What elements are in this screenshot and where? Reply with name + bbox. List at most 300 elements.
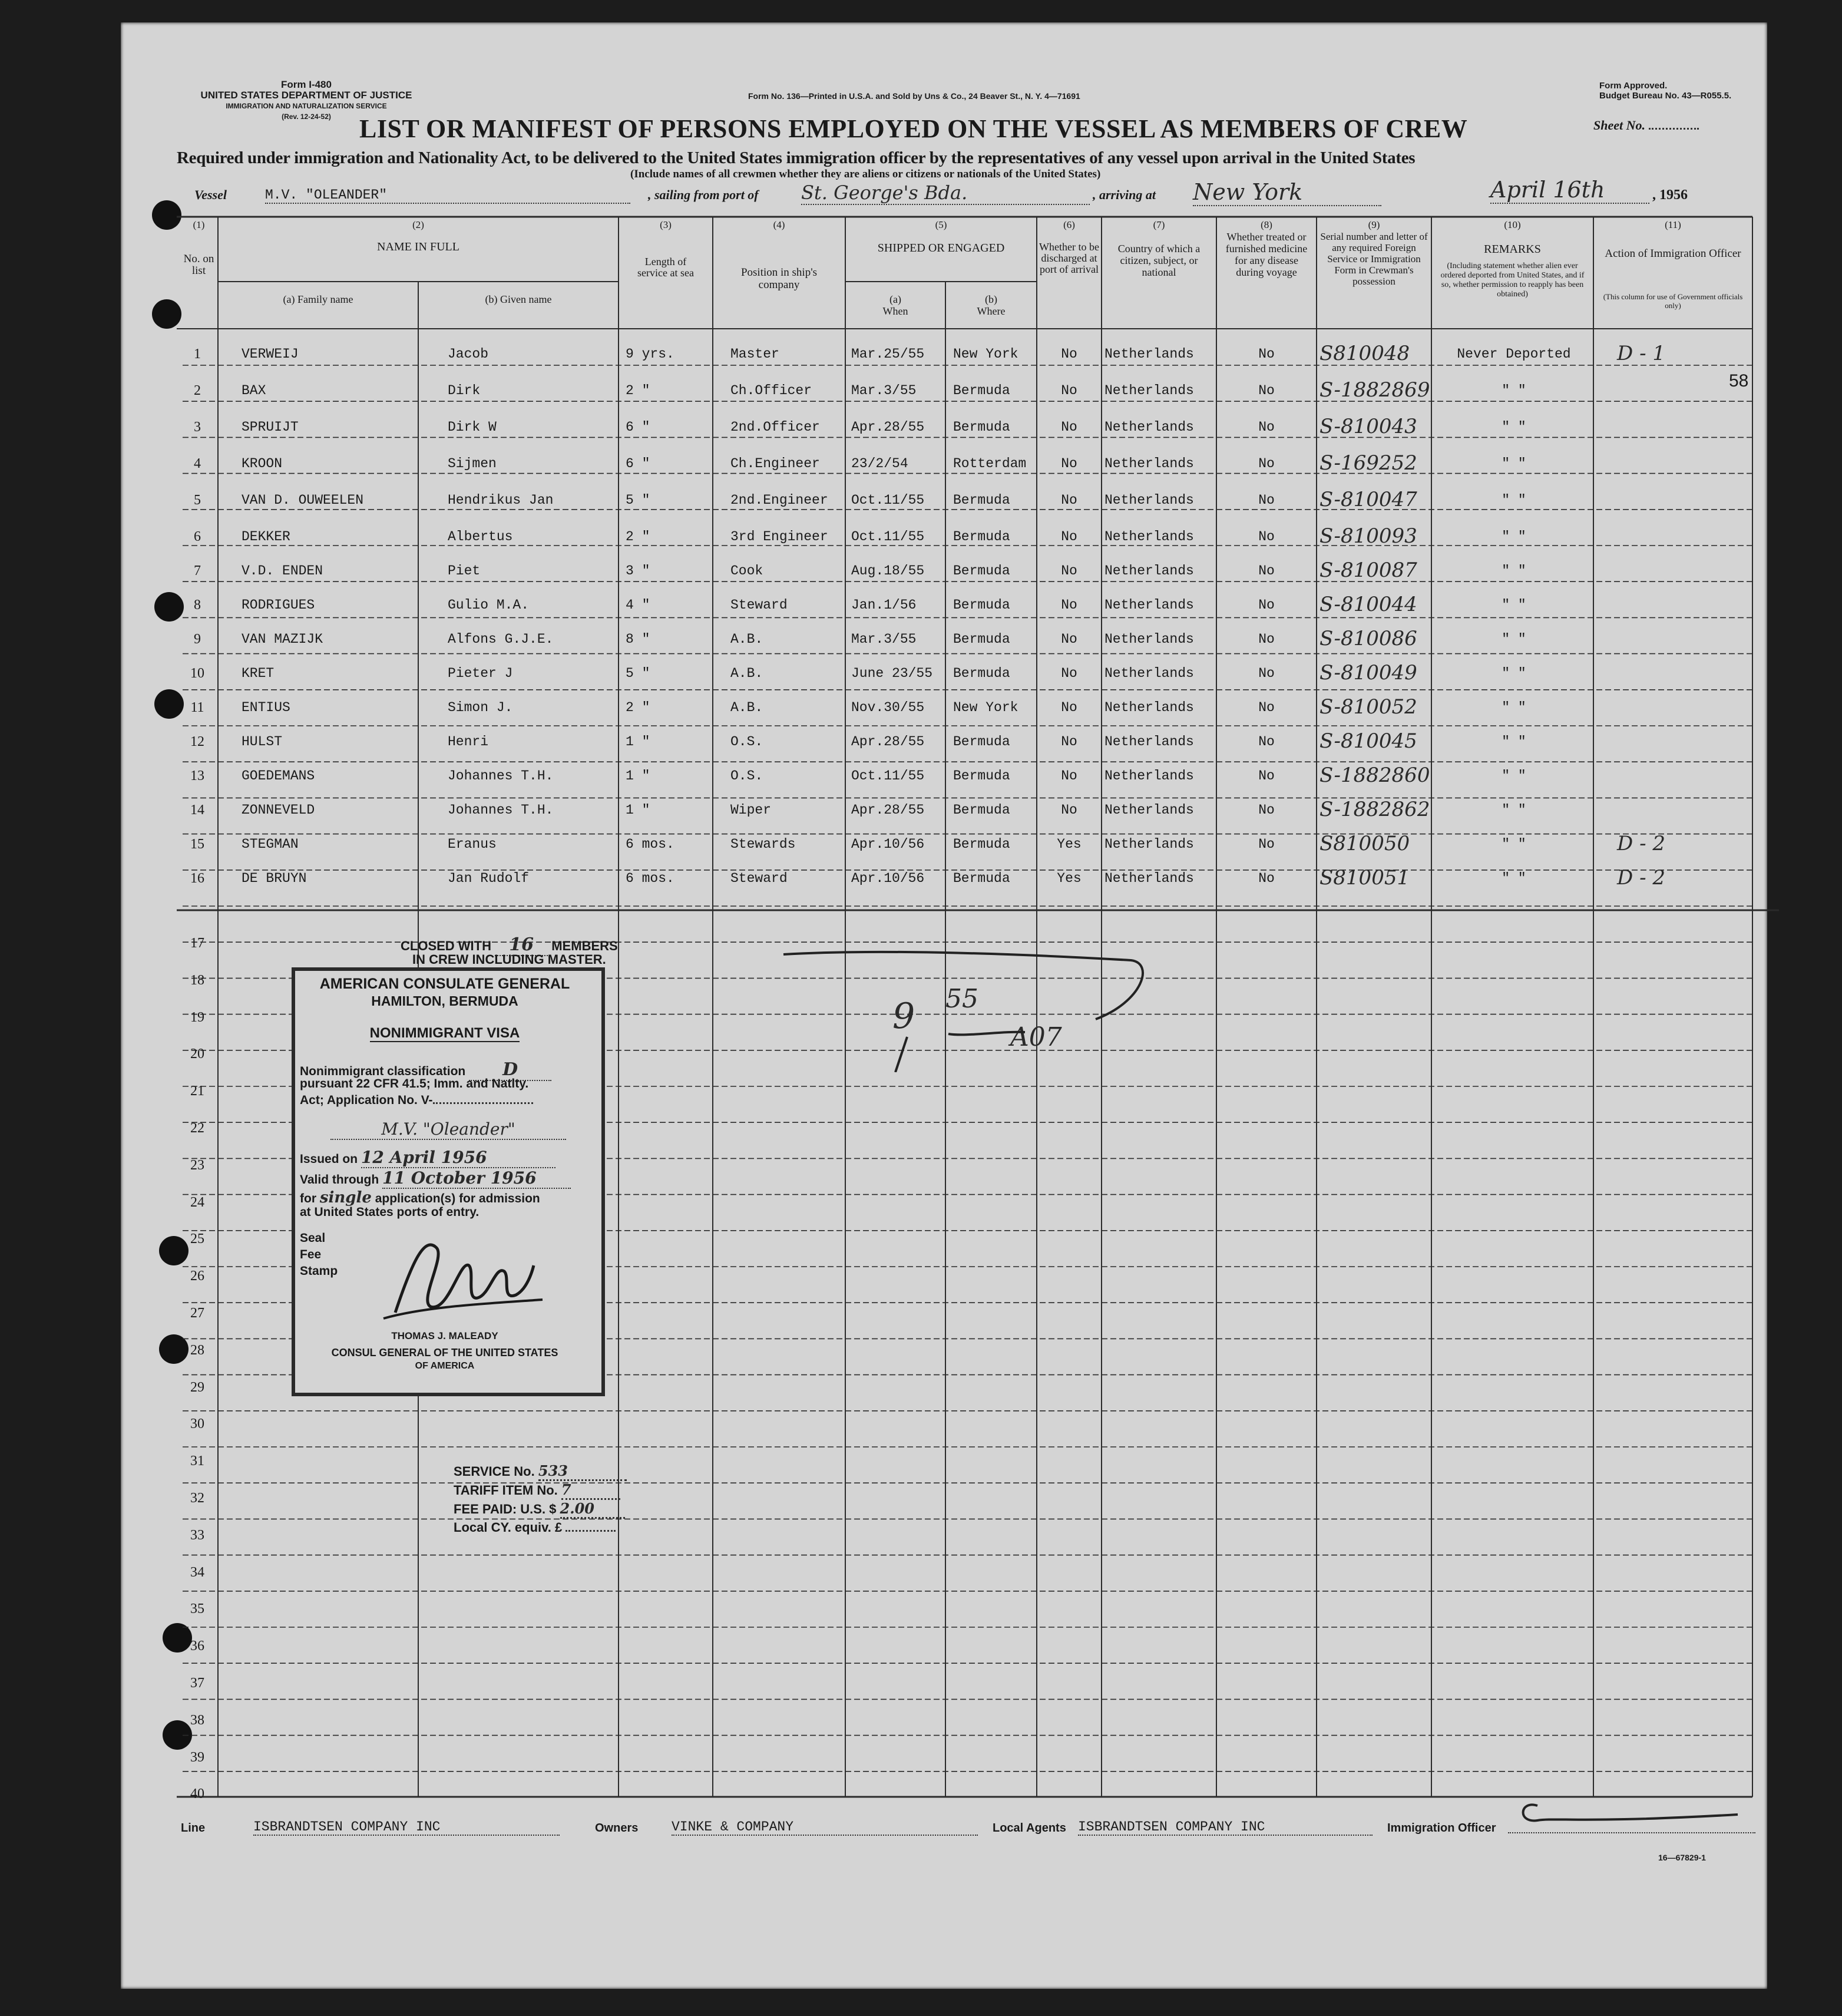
crew-cell-discharged: No bbox=[1061, 493, 1077, 508]
crew-cell-country: Netherlands bbox=[1104, 419, 1194, 435]
crew-cell-no: 3 bbox=[194, 419, 201, 435]
crew-cell-when: Oct.11/55 bbox=[851, 529, 925, 544]
crew-cell-length: 6 " bbox=[626, 419, 650, 435]
crew-cell-where: Bermuda bbox=[953, 529, 1010, 544]
crew-cell-medicine: No bbox=[1258, 700, 1275, 715]
handwritten-mark-2: 55 bbox=[945, 984, 978, 1014]
crew-cell-where: Rotterdam bbox=[953, 456, 1027, 471]
crew-cell-given: Simon J. bbox=[448, 700, 513, 715]
col-num-9: (9) bbox=[1368, 219, 1380, 230]
crew-cell-remarks: " " bbox=[1502, 493, 1526, 508]
printer-line: Form No. 136—Printed in U.S.A. and Sold by Uns & Co., 24 Beaver St., N. Y. 4—71691 bbox=[748, 91, 1080, 101]
crew-cell-country: Netherlands bbox=[1104, 700, 1194, 715]
crew-cell-position: Stewards bbox=[730, 837, 796, 852]
crew-cell-length: 5 " bbox=[626, 666, 650, 681]
crew-cell-serial: S810050 bbox=[1320, 832, 1410, 855]
crew-cell-serial: S-810087 bbox=[1320, 558, 1417, 582]
footer-agents-label: Local Agents bbox=[993, 1822, 1066, 1835]
crew-cell-country: Netherlands bbox=[1104, 563, 1194, 579]
crew-cell-family: VAN MAZIJK bbox=[242, 632, 323, 647]
col-medicine: Whether treated or furnished medicine for any disease during voyage bbox=[1225, 231, 1308, 278]
crew-cell-where: New York bbox=[953, 700, 1018, 715]
crew-cell-position: 3rd Engineer bbox=[730, 529, 828, 544]
row-number: 28 bbox=[190, 1342, 204, 1358]
crew-cell-length: 4 " bbox=[626, 597, 650, 613]
crew-cell-where: Bermuda bbox=[953, 871, 1010, 886]
col-name-in-full: NAME IN FULL bbox=[377, 240, 459, 253]
row-number: 37 bbox=[190, 1675, 204, 1691]
crew-cell-action: D - 2 bbox=[1617, 866, 1665, 890]
stamp-visa-type: NONIMMIGRANT VISA bbox=[369, 1025, 520, 1041]
crew-cell-given: Piet bbox=[448, 563, 481, 579]
arrival-year: , 1956 bbox=[1652, 187, 1688, 203]
arrival-date: April 16th bbox=[1490, 177, 1649, 204]
stamp-title-2: OF AMERICA bbox=[415, 1361, 475, 1371]
crew-cell-family: V.D. ENDEN bbox=[242, 563, 323, 579]
crew-cell-where: New York bbox=[953, 346, 1018, 362]
crew-cell-country: Netherlands bbox=[1104, 346, 1194, 362]
col-shipped: SHIPPED OR ENGAGED bbox=[877, 242, 1005, 255]
crew-cell-position: A.B. bbox=[730, 666, 763, 681]
crew-cell-medicine: No bbox=[1258, 383, 1275, 398]
crew-cell-given: Sijmen bbox=[448, 456, 497, 471]
row-number: 39 bbox=[190, 1749, 204, 1765]
crew-cell-medicine: No bbox=[1258, 871, 1275, 886]
crew-cell-length: 1 " bbox=[626, 734, 650, 749]
crew-cell-position: 2nd.Engineer bbox=[730, 493, 828, 508]
crew-cell-where: Bermuda bbox=[953, 666, 1010, 681]
stamp-stamp: Stamp bbox=[300, 1264, 338, 1278]
crew-cell-serial: S-169252 bbox=[1320, 451, 1417, 475]
col-when: (a) When bbox=[882, 293, 908, 317]
crew-cell-discharged: No bbox=[1061, 666, 1077, 681]
crew-cell-discharged: No bbox=[1061, 768, 1077, 784]
crew-cell-action: D - 2 bbox=[1617, 832, 1665, 855]
crew-cell-medicine: No bbox=[1258, 597, 1275, 613]
crew-cell-no: 1 bbox=[194, 346, 201, 362]
crew-cell-position: 2nd.Officer bbox=[730, 419, 820, 435]
crew-cell-family: SPRUIJT bbox=[242, 419, 299, 435]
col-num-4: (4) bbox=[773, 219, 785, 230]
sailing-label: , sailing from port of bbox=[648, 187, 759, 202]
crew-cell-family: HULST bbox=[242, 734, 283, 749]
crew-cell-country: Netherlands bbox=[1104, 734, 1194, 749]
stamp-location: HAMILTON, BERMUDA bbox=[371, 993, 518, 1009]
closed-count: 16 bbox=[495, 934, 548, 956]
vessel-label: Vessel bbox=[194, 187, 227, 202]
crew-cell-serial: S-1882869 bbox=[1320, 378, 1430, 402]
sailing-port: St. George's Bda. bbox=[801, 181, 1090, 205]
crew-cell-when: Jan.1/56 bbox=[851, 597, 917, 613]
crew-cell-when: Apr.10/56 bbox=[851, 871, 925, 886]
row-number: 27 bbox=[190, 1306, 204, 1321]
fee-paid: FEE PAID: U.S. $ 2.00 bbox=[454, 1500, 627, 1519]
handwritten-mark-1: 9 bbox=[892, 996, 915, 1037]
crew-cell-where: Bermuda bbox=[953, 383, 1010, 398]
arriving-label: , arriving at bbox=[1093, 187, 1156, 202]
row-number: 17 bbox=[190, 936, 204, 951]
crew-cell-remarks: " " bbox=[1502, 529, 1526, 544]
crew-cell-remarks: " " bbox=[1502, 871, 1526, 886]
crew-cell-serial: S-810049 bbox=[1320, 661, 1417, 685]
form-title: LIST OR MANIFEST OF PERSONS EMPLOYED ON THE VESSEL AS MEMBERS OF CREW bbox=[359, 114, 1468, 143]
crew-cell-length: 1 " bbox=[626, 802, 650, 818]
crew-cell-family: GOEDEMANS bbox=[242, 768, 315, 784]
crew-cell-no: 7 bbox=[194, 563, 201, 579]
crew-cell-where: Bermuda bbox=[953, 837, 1010, 852]
handwritten-mark-3: A07 bbox=[1010, 1022, 1062, 1052]
crew-cell-length: 2 " bbox=[626, 383, 650, 398]
crew-cell-position: Ch.Engineer bbox=[730, 456, 820, 471]
crew-cell-family: VERWEIJ bbox=[242, 346, 299, 362]
crew-cell-where: Bermuda bbox=[953, 768, 1010, 784]
crew-cell-when: Mar.25/55 bbox=[851, 346, 925, 362]
consulate-visa-stamp bbox=[292, 967, 605, 1396]
row-number: 21 bbox=[190, 1083, 204, 1099]
row-number: 30 bbox=[190, 1416, 204, 1432]
crew-cell-no: 5 bbox=[194, 493, 201, 508]
crew-cell-position: A.B. bbox=[730, 700, 763, 715]
crew-cell-discharged: No bbox=[1061, 734, 1077, 749]
crew-cell-no: 2 bbox=[194, 383, 201, 398]
stamp-consulate: AMERICAN CONSULATE GENERAL bbox=[319, 976, 570, 992]
footer-line-label: Line bbox=[181, 1822, 206, 1835]
crew-cell-given: Henri bbox=[448, 734, 489, 749]
crew-cell-where: Bermuda bbox=[953, 493, 1010, 508]
col-remarks-note: (Including statement whether alien ever ordered deported from United States, and if so, whether permission to reapply has been obtained) bbox=[1440, 262, 1585, 299]
crew-cell-serial: S-1882862 bbox=[1320, 798, 1430, 821]
footer-form-code: 16—67829-1 bbox=[1658, 1853, 1706, 1862]
form-subtitle: Required under immigration and Nationality Act, to be delivered to the United States immigration officer by the representatives of any vessel upon arrival in the United States bbox=[177, 148, 1416, 167]
crew-cell-remarks: " " bbox=[1502, 456, 1526, 471]
crew-cell-family: BAX bbox=[242, 383, 266, 398]
crew-cell-given: Dirk W bbox=[448, 419, 497, 435]
crew-cell-family: KROON bbox=[242, 456, 283, 471]
stamp-for: for single application(s) for admission bbox=[300, 1189, 540, 1207]
fee-service: SERVICE No. 533 bbox=[454, 1462, 627, 1481]
crew-cell-length: 8 " bbox=[626, 632, 650, 647]
crew-cell-medicine: No bbox=[1258, 837, 1275, 852]
stamp-signer: THOMAS J. MALEADY bbox=[391, 1330, 498, 1341]
handwritten-strokes bbox=[766, 931, 1178, 1072]
form-number: Form I-480 bbox=[281, 79, 332, 90]
crew-cell-when: Apr.28/55 bbox=[851, 802, 925, 818]
row-number: 29 bbox=[190, 1379, 204, 1395]
footer-officer-label: Immigration Officer bbox=[1387, 1822, 1496, 1835]
col-country: Country of which a citizen, subject, or national bbox=[1117, 243, 1201, 278]
crew-cell-serial: S-810047 bbox=[1320, 488, 1417, 511]
crew-cell-given: Johannes T.H. bbox=[448, 802, 554, 818]
stamp-seal: Seal bbox=[300, 1231, 326, 1245]
stamp-class: Nonimmigrant classification D bbox=[300, 1059, 551, 1081]
crew-cell-when: 23/2/54 bbox=[851, 456, 908, 471]
col-num-11: (11) bbox=[1665, 219, 1681, 230]
crew-cell-medicine: No bbox=[1258, 734, 1275, 749]
crew-cell-length: 2 " bbox=[626, 700, 650, 715]
crew-cell-serial: S-810093 bbox=[1320, 524, 1417, 548]
crew-cell-given: Albertus bbox=[448, 529, 513, 544]
row-number: 23 bbox=[190, 1157, 204, 1173]
budget-bureau: Budget Bureau No. 43—R055.5. bbox=[1599, 91, 1732, 101]
crew-cell-country: Netherlands bbox=[1104, 837, 1194, 852]
crew-cell-remarks: " " bbox=[1502, 768, 1526, 784]
row-number: 25 bbox=[190, 1231, 204, 1247]
row-number: 34 bbox=[190, 1564, 204, 1580]
crew-cell-length: 6 mos. bbox=[626, 871, 674, 886]
include-note: (Include names of all crewmen whether they are aliens or citizens or nationals of the United States) bbox=[630, 168, 1101, 180]
crew-cell-country: Netherlands bbox=[1104, 666, 1194, 681]
crew-cell-serial: S-810052 bbox=[1320, 695, 1417, 719]
crew-cell-remarks: " " bbox=[1502, 563, 1526, 579]
crew-cell-discharged: No bbox=[1061, 456, 1077, 471]
crew-cell-given: Alfons G.J.E. bbox=[448, 632, 554, 647]
crew-cell-country: Netherlands bbox=[1104, 597, 1194, 613]
col-num-8: (8) bbox=[1261, 219, 1272, 230]
crew-cell-no: 12 bbox=[190, 734, 204, 749]
fee-tariff: TARIFF ITEM No. 7 bbox=[454, 1481, 627, 1500]
row-number: 38 bbox=[190, 1712, 204, 1728]
footer-agents-value: ISBRANDTSEN COMPANY INC bbox=[1078, 1819, 1373, 1836]
crew-cell-given: Jan Rudolf bbox=[448, 871, 530, 886]
crew-cell-no: 4 bbox=[194, 456, 201, 471]
crew-cell-no: 14 bbox=[190, 802, 204, 818]
crew-cell-discharged: No bbox=[1061, 346, 1077, 362]
crew-cell-position: Cook bbox=[730, 563, 763, 579]
col-serial: Serial number and letter of any required Foreign Service or Immigration Form in Crewman's possession bbox=[1320, 231, 1428, 287]
margin-note: 58 bbox=[1729, 371, 1749, 391]
crew-cell-medicine: No bbox=[1258, 456, 1275, 471]
row-number: 24 bbox=[190, 1194, 204, 1210]
row-number: 31 bbox=[190, 1453, 204, 1469]
crew-cell-remarks: Never Deported bbox=[1457, 346, 1571, 362]
crew-cell-when: Apr.28/55 bbox=[851, 419, 925, 435]
crew-cell-where: Bermuda bbox=[953, 632, 1010, 647]
crew-cell-serial: S810048 bbox=[1320, 342, 1410, 365]
crew-cell-family: ZONNEVELD bbox=[242, 802, 315, 818]
crew-cell-medicine: No bbox=[1258, 529, 1275, 544]
crew-cell-when: Mar.3/55 bbox=[851, 632, 917, 647]
crew-cell-country: Netherlands bbox=[1104, 383, 1194, 398]
closed-members: MEMBERS bbox=[551, 938, 618, 953]
service-name: IMMIGRATION AND NATURALIZATION SERVICE bbox=[226, 102, 387, 110]
fee-block bbox=[454, 1462, 627, 1536]
crew-cell-discharged: No bbox=[1061, 529, 1077, 544]
crew-cell-discharged: Yes bbox=[1057, 871, 1082, 886]
crew-cell-given: Johannes T.H. bbox=[448, 768, 554, 784]
crew-cell-when: Mar.3/55 bbox=[851, 383, 917, 398]
crew-cell-no: 13 bbox=[190, 768, 204, 784]
crew-cell-position: Wiper bbox=[730, 802, 772, 818]
row-number: 36 bbox=[190, 1638, 204, 1654]
stamp-application: Act; Application No. V- bbox=[300, 1093, 577, 1108]
crew-cell-no: 6 bbox=[194, 529, 201, 544]
crew-cell-remarks: " " bbox=[1502, 700, 1526, 715]
crew-cell-position: Master bbox=[730, 346, 779, 362]
footer-owners-label: Owners bbox=[595, 1822, 639, 1835]
col-num-2: (2) bbox=[412, 219, 424, 230]
crew-cell-family: ENTIUS bbox=[242, 700, 290, 715]
row-number: 35 bbox=[190, 1601, 204, 1617]
vessel-name: M.V. "OLEANDER" bbox=[265, 187, 630, 204]
crew-cell-remarks: " " bbox=[1502, 734, 1526, 749]
crew-cell-country: Netherlands bbox=[1104, 529, 1194, 544]
crew-cell-serial: S-810086 bbox=[1320, 627, 1417, 650]
crew-cell-when: Oct.11/55 bbox=[851, 768, 925, 784]
crew-cell-country: Netherlands bbox=[1104, 802, 1194, 818]
row-number: 26 bbox=[190, 1268, 204, 1284]
col-position: Position in ship's company bbox=[740, 266, 818, 291]
crew-cell-when: June 23/55 bbox=[851, 666, 933, 681]
crew-cell-medicine: No bbox=[1258, 768, 1275, 784]
crew-cell-discharged: No bbox=[1061, 802, 1077, 818]
crew-cell-family: DEKKER bbox=[242, 529, 290, 544]
stamp-fee: Fee bbox=[300, 1248, 322, 1261]
col-num-7: (7) bbox=[1153, 219, 1165, 230]
crew-cell-remarks: " " bbox=[1502, 419, 1526, 435]
crew-cell-remarks: " " bbox=[1502, 837, 1526, 852]
col-length: Length of service at sea bbox=[637, 256, 694, 279]
crew-cell-family: STEGMAN bbox=[242, 837, 299, 852]
crew-cell-given: Jacob bbox=[448, 346, 489, 362]
col-discharged: Whether to be discharged at port of arrival bbox=[1039, 241, 1099, 275]
crew-cell-no: 9 bbox=[194, 632, 201, 647]
row-number: 40 bbox=[190, 1786, 204, 1802]
officer-initials bbox=[1514, 1794, 1750, 1835]
footer-line-value: ISBRANDTSEN COMPANY INC bbox=[253, 1819, 560, 1836]
crew-cell-remarks: " " bbox=[1502, 632, 1526, 647]
crew-cell-given: Eranus bbox=[448, 837, 497, 852]
crew-cell-family: KRET bbox=[242, 666, 275, 681]
row-number: 33 bbox=[190, 1527, 204, 1543]
crew-cell-no: 15 bbox=[190, 837, 204, 852]
row-number: 19 bbox=[190, 1009, 204, 1025]
crew-cell-family: VAN D. OUWEELEN bbox=[242, 493, 364, 508]
closed-line-2: IN CREW INCLUDING MASTER. bbox=[412, 952, 606, 967]
crew-cell-serial: S-1882860 bbox=[1320, 764, 1430, 787]
crew-cell-medicine: No bbox=[1258, 346, 1275, 362]
revision: (Rev. 12-24-52) bbox=[282, 113, 331, 121]
crew-cell-position: O.S. bbox=[730, 734, 763, 749]
crew-cell-when: Oct.11/55 bbox=[851, 493, 925, 508]
col-where: (b) Where bbox=[977, 293, 1006, 317]
crew-cell-position: Steward bbox=[730, 871, 788, 886]
crew-cell-when: Apr.28/55 bbox=[851, 734, 925, 749]
stamp-ports: at United States ports of entry. bbox=[300, 1205, 479, 1219]
crew-cell-family: DE BRUYN bbox=[242, 871, 307, 886]
col-num-10: (10) bbox=[1504, 219, 1521, 230]
crew-cell-length: 3 " bbox=[626, 563, 650, 579]
crew-cell-country: Netherlands bbox=[1104, 768, 1194, 784]
crew-cell-when: Apr.10/56 bbox=[851, 837, 925, 852]
col-num-5: (5) bbox=[935, 219, 947, 230]
row-number: 22 bbox=[190, 1121, 204, 1136]
col-num-6: (6) bbox=[1063, 219, 1075, 230]
crew-cell-medicine: No bbox=[1258, 632, 1275, 647]
crew-cell-where: Bermuda bbox=[953, 419, 1010, 435]
crew-cell-no: 11 bbox=[190, 700, 204, 715]
crew-cell-position: Ch.Officer bbox=[730, 383, 812, 398]
crew-cell-length: 1 " bbox=[626, 768, 650, 784]
crew-cell-where: Bermuda bbox=[953, 597, 1010, 613]
crew-cell-when: Nov.30/55 bbox=[851, 700, 925, 715]
footer-owners-value: VINKE & COMPANY bbox=[672, 1819, 978, 1836]
stamp-vessel: M.V. "Oleander" bbox=[330, 1119, 566, 1140]
sheet-label: Sheet No. bbox=[1593, 118, 1645, 133]
department: UNITED STATES DEPARTMENT OF JUSTICE bbox=[200, 90, 412, 101]
crew-cell-length: 5 " bbox=[626, 493, 650, 508]
crew-cell-discharged: No bbox=[1061, 597, 1077, 613]
crew-cell-medicine: No bbox=[1258, 563, 1275, 579]
stamp-valid: Valid through 11 October 1956 bbox=[300, 1168, 571, 1189]
crew-cell-country: Netherlands bbox=[1104, 871, 1194, 886]
crew-cell-length: 9 yrs. bbox=[626, 346, 674, 362]
row-number: 20 bbox=[190, 1046, 204, 1062]
crew-cell-given: Dirk bbox=[448, 383, 481, 398]
crew-cell-discharged: No bbox=[1061, 632, 1077, 647]
crew-cell-length: 6 mos. bbox=[626, 837, 674, 852]
arriving-port: New York bbox=[1193, 179, 1381, 206]
crew-cell-family: RODRIGUES bbox=[242, 597, 315, 613]
col-action: Action of Immigration Officer bbox=[1605, 247, 1741, 260]
crew-cell-where: Bermuda bbox=[953, 563, 1010, 579]
crew-cell-length: 2 " bbox=[626, 529, 650, 544]
crew-cell-discharged: No bbox=[1061, 419, 1077, 435]
col-num-3: (3) bbox=[660, 219, 672, 230]
col-given-name: (b) Given name bbox=[485, 293, 552, 305]
crew-cell-discharged: No bbox=[1061, 700, 1077, 715]
crew-cell-remarks: " " bbox=[1502, 597, 1526, 613]
crew-cell-remarks: " " bbox=[1502, 383, 1526, 398]
crew-cell-where: Bermuda bbox=[953, 802, 1010, 818]
crew-cell-serial: S810051 bbox=[1320, 866, 1410, 890]
crew-cell-remarks: " " bbox=[1502, 802, 1526, 818]
crew-cell-medicine: No bbox=[1258, 419, 1275, 435]
form-approved: Form Approved. bbox=[1599, 81, 1668, 91]
crew-cell-discharged: No bbox=[1061, 563, 1077, 579]
crew-cell-position: A.B. bbox=[730, 632, 763, 647]
crew-cell-length: 6 " bbox=[626, 456, 650, 471]
crew-cell-discharged: No bbox=[1061, 383, 1077, 398]
col-action-note: (This column for use of Government officials only) bbox=[1603, 292, 1743, 310]
crew-cell-serial: S-810043 bbox=[1320, 415, 1417, 438]
crew-cell-given: Pieter J bbox=[448, 666, 513, 681]
col-remarks: REMARKS bbox=[1484, 243, 1541, 256]
crew-cell-position: Steward bbox=[730, 597, 788, 613]
crew-cell-country: Netherlands bbox=[1104, 632, 1194, 647]
crew-cell-discharged: Yes bbox=[1057, 837, 1082, 852]
col-num-1: (1) bbox=[193, 219, 205, 230]
stamp-issued: Issued on 12 April 1956 bbox=[300, 1148, 555, 1168]
crew-cell-medicine: No bbox=[1258, 666, 1275, 681]
crew-cell-no: 10 bbox=[190, 666, 204, 681]
crew-cell-no: 8 bbox=[194, 597, 201, 613]
stamp-pursuant: pursuant 22 CFR 41.5; Imm. and Natlty. bbox=[300, 1077, 529, 1090]
crew-cell-when: Aug.18/55 bbox=[851, 563, 925, 579]
crew-cell-medicine: No bbox=[1258, 802, 1275, 818]
row-number: 32 bbox=[190, 1490, 204, 1506]
crew-cell-given: Hendrikus Jan bbox=[448, 493, 554, 508]
crew-cell-country: Netherlands bbox=[1104, 456, 1194, 471]
crew-cell-where: Bermuda bbox=[953, 734, 1010, 749]
crew-cell-serial: S-810045 bbox=[1320, 729, 1417, 753]
crew-cell-given: Gulio M.A. bbox=[448, 597, 530, 613]
crew-cell-no: 16 bbox=[190, 871, 204, 886]
closed-text: CLOSED WITH bbox=[401, 938, 491, 953]
consul-signature bbox=[372, 1224, 548, 1324]
crew-cell-medicine: No bbox=[1258, 493, 1275, 508]
col-family-name: (a) Family name bbox=[283, 293, 353, 305]
stamp-title: CONSUL GENERAL OF THE UNITED STATES bbox=[331, 1347, 558, 1359]
